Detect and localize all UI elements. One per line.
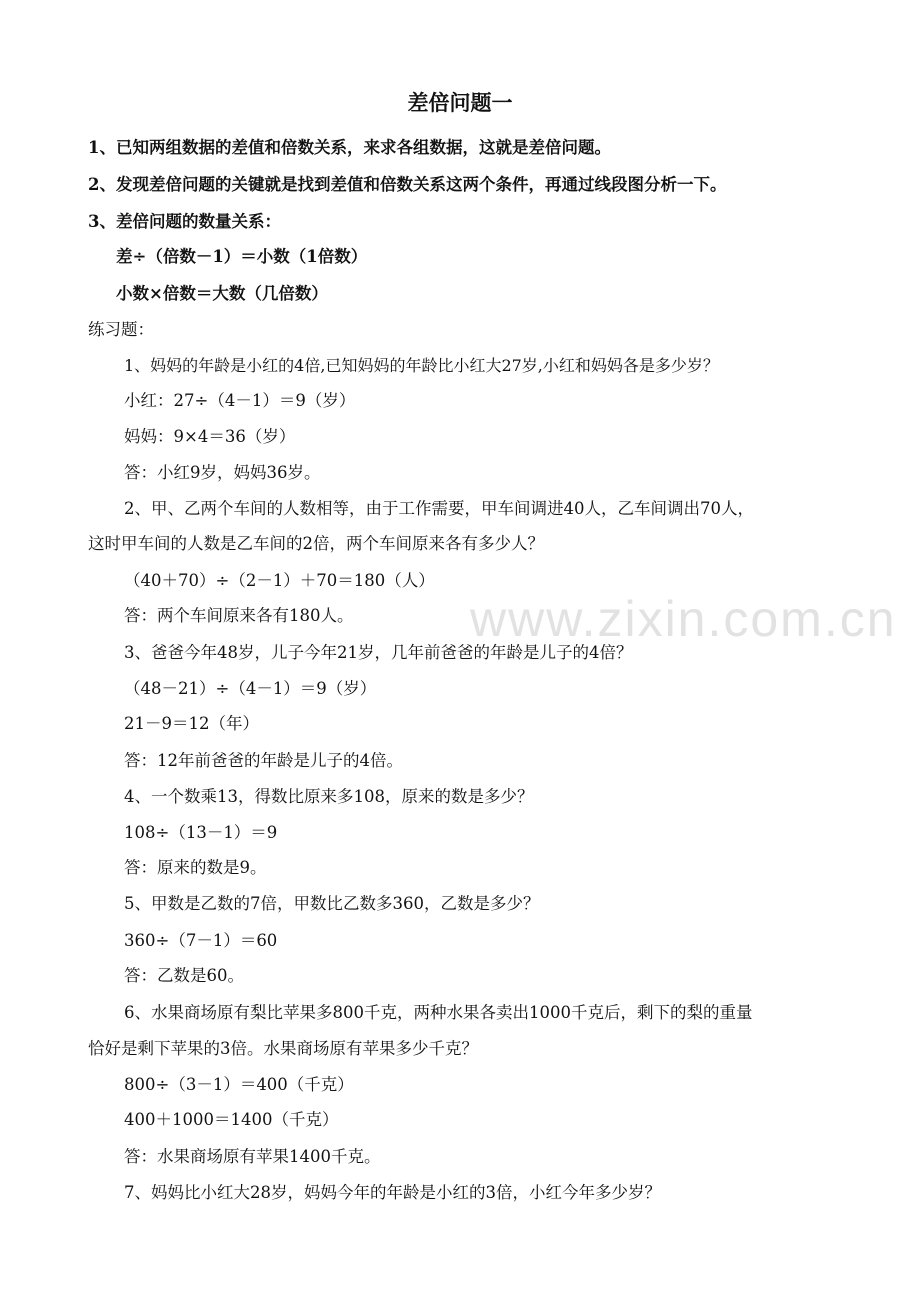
problem-2-question-line-1: 2、甲、乙两个车间的人数相等，由于工作需要，甲车间调进40人，乙车间调出70人， — [124, 499, 754, 518]
problem-1-step-1: 小红：27÷（4－1）＝9（岁） — [124, 391, 356, 410]
problem-3-step-1: （48－21）÷（4－1）＝9（岁） — [124, 679, 377, 698]
problem-2-step-1: （40＋70）÷（2－1）＋70＝180（人） — [124, 571, 435, 590]
problem-6-question-line-1: 6、水果商场原有梨比苹果多800千克，两种水果各卖出1000千克后，剩下的梨的重量 — [124, 1003, 753, 1022]
problem-5-question: 5、甲数是乙数的7倍，甲数比乙数多360，乙数是多少？ — [124, 894, 540, 913]
problem-5-answer: 答：乙数是60。 — [124, 966, 244, 985]
intro-line-3: 3、差倍问题的数量关系： — [88, 212, 281, 231]
formula-1: 差÷（倍数－1）＝小数（1倍数） — [116, 247, 368, 266]
exercise-label: 练习题： — [88, 320, 154, 339]
problem-3-step-2: 21－9＝12（年） — [124, 714, 259, 733]
problem-1-step-2: 妈妈：9×4＝36（岁） — [124, 427, 296, 446]
problem-6-question-line-2: 恰好是剩下苹果的3倍。水果商场原有苹果多少千克？ — [88, 1039, 478, 1058]
problem-6-answer: 答：水果商场原有苹果1400千克。 — [124, 1147, 381, 1166]
problem-6-step-1: 800÷（3－1）＝400（千克） — [124, 1075, 354, 1094]
problem-3-answer: 答：12年前爸爸的年龄是儿子的4倍。 — [124, 751, 403, 770]
problem-2-answer: 答：两个车间原来各有180人。 — [124, 606, 354, 625]
problem-2-question-line-2: 这时甲车间的人数是乙车间的2倍，两个车间原来各有多少人？ — [88, 534, 544, 553]
problem-3-question: 3、爸爸今年48岁，儿子今年21岁，几年前爸爸的年龄是儿子的4倍？ — [124, 643, 633, 662]
problem-5-step-1: 360÷（7－1）＝60 — [124, 931, 278, 950]
watermark: www.zixin.com.cn — [470, 591, 897, 647]
problem-6-step-2: 400＋1000＝1400（千克） — [124, 1110, 339, 1129]
problem-4-step-1: 108÷（13－1）＝9 — [124, 823, 278, 842]
problem-4-question: 4、一个数乘13，得数比原来多108，原来的数是多少？ — [124, 787, 534, 806]
problem-4-answer: 答：原来的数是9。 — [124, 858, 267, 877]
intro-line-2: 2、发现差倍问题的关键就是找到差值和倍数关系这两个条件，再通过线段图分析一下。 — [88, 175, 727, 194]
page-title: 差倍问题一 — [407, 90, 513, 115]
formula-2: 小数×倍数＝大数（几倍数） — [116, 284, 328, 303]
problem-1-answer: 答：小红9岁，妈妈36岁。 — [124, 463, 321, 482]
intro-line-1: 1、已知两组数据的差值和倍数关系，来求各组数据，这就是差倍问题。 — [88, 138, 611, 157]
problem-1-question: 1、妈妈的年龄是小红的4倍,已知妈妈的年龄比小红大27岁,小红和妈妈各是多少岁？ — [124, 356, 719, 375]
problem-7-question: 7、妈妈比小红大28岁，妈妈今年的年龄是小红的3倍，小红今年多少岁？ — [124, 1183, 661, 1202]
